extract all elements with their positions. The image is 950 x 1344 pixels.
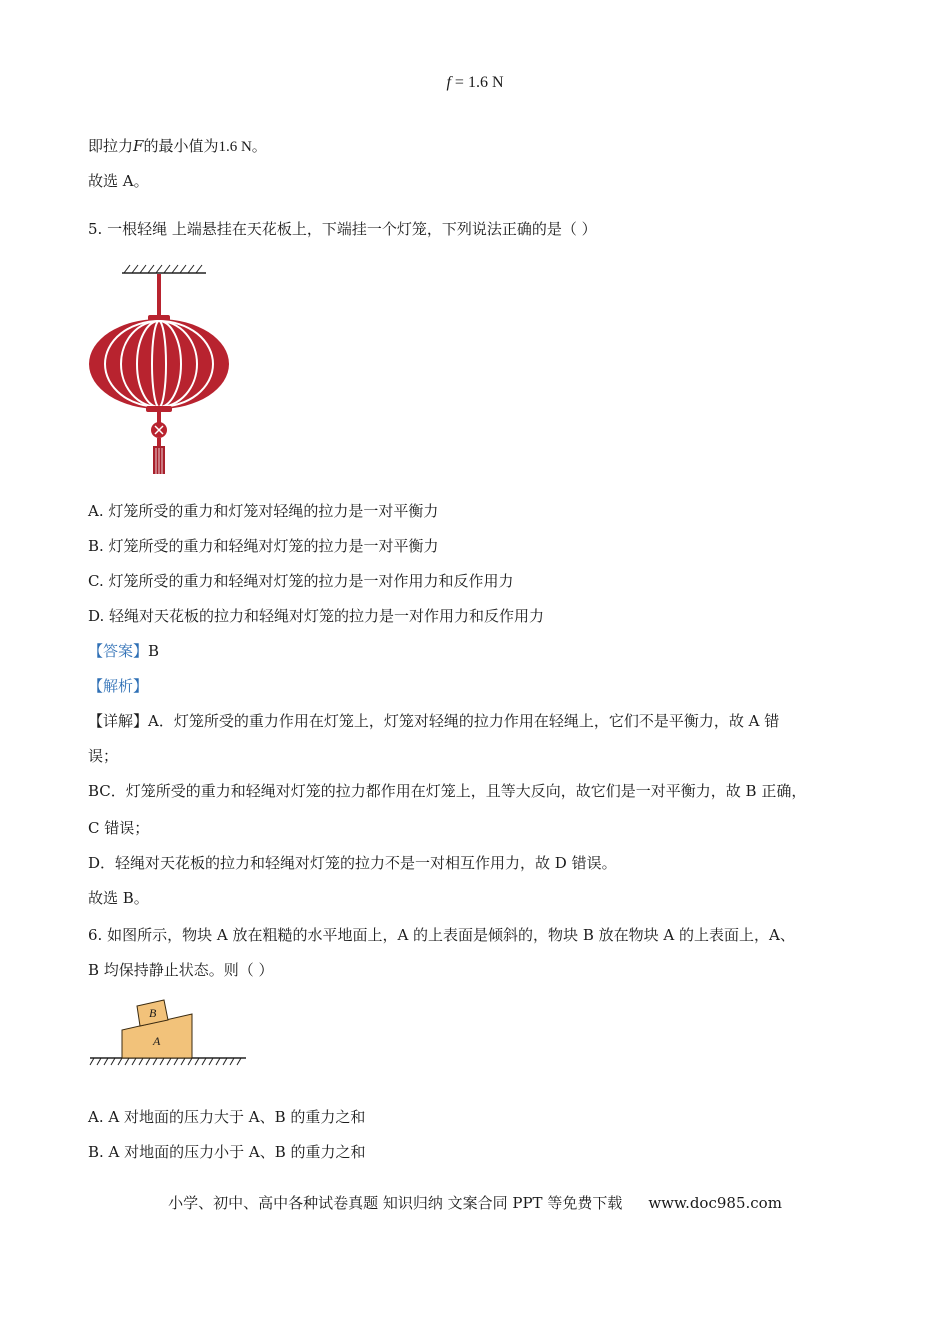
min-pull-text-a: 即拉力 bbox=[88, 137, 134, 155]
option-6a: A. A 对地面的压力大于 A、B 的重力之和 bbox=[88, 1108, 366, 1126]
lantern-icon bbox=[89, 274, 229, 474]
min-pull-text-c: 。 bbox=[251, 137, 267, 155]
analysis-tag: 【解析】 bbox=[88, 677, 149, 695]
question-6-line-2: B 均保持静止状态。则（ ） bbox=[88, 961, 274, 979]
formula-eq: = bbox=[450, 74, 468, 91]
block-a-label: A bbox=[153, 1034, 161, 1048]
question-5: 5. 一根轻绳 上端悬挂在天花板上，下端挂一个灯笼，下列说法正确的是（ ） bbox=[88, 220, 597, 238]
detail-line-4: C 错误； bbox=[88, 819, 150, 837]
footer-url[interactable]: www.doc985.com bbox=[648, 1194, 782, 1212]
min-pull-line bbox=[88, 136, 267, 157]
choose-b-line: 故选 B。 bbox=[88, 889, 149, 907]
answer-tag: 【答案】 bbox=[88, 642, 149, 660]
footer-text: 小学、初中、高中各种试卷真题 知识归纳 文案合同 PPT 等免费下载 bbox=[168, 1194, 623, 1212]
question-6-line-1: 6. 如图所示，物块 A 放在粗糙的水平地面上，A 的上表面是倾斜的，物块 B 放在物块 A 的上表面上，A、 bbox=[88, 926, 795, 944]
answer-value: B bbox=[148, 642, 160, 660]
option-6b: B. A 对地面的压力小于 A、B 的重力之和 bbox=[88, 1143, 366, 1161]
option-5b: B. 灯笼所受的重力和轻绳对灯笼的拉力是一对平衡力 bbox=[88, 537, 439, 555]
option-5a: A. 灯笼所受的重力和灯笼对轻绳的拉力是一对平衡力 bbox=[88, 502, 439, 520]
min-pull-text-b: 的最小值为 bbox=[143, 137, 219, 155]
detail-line-2: 误； bbox=[88, 747, 119, 765]
answer-line bbox=[88, 641, 159, 661]
formula-rhs: 1.6 N bbox=[467, 74, 504, 91]
page-footer bbox=[0, 1192, 950, 1213]
min-pull-var: F bbox=[133, 137, 144, 155]
formula-lhs: f bbox=[446, 74, 451, 91]
ceiling-hatch-icon bbox=[122, 265, 206, 273]
formula-f-equals bbox=[0, 74, 950, 92]
ground-hatch-icon bbox=[90, 1058, 246, 1065]
lantern-figure bbox=[86, 260, 236, 478]
min-pull-value: 1.6 N bbox=[218, 139, 252, 155]
detail-line-1: 【详解】A．灯笼所受的重力作用在灯笼上，灯笼对轻绳的拉力作用在轻绳上，它们不是平衡力，故 A 错 bbox=[88, 712, 780, 730]
detail-line-5: D．轻绳对天花板的拉力和轻绳对灯笼的拉力不是一对相互作用力，故 D 错误。 bbox=[88, 854, 617, 872]
choose-a-line: 故选 A。 bbox=[88, 172, 149, 190]
detail-line-3: BC．灯笼所受的重力和轻绳对灯笼的拉力都作用在灯笼上，且等大反向，故它们是一对平衡力，故 B 正确， bbox=[88, 782, 807, 800]
block-b-label: B bbox=[149, 1006, 157, 1020]
option-5c: C. 灯笼所受的重力和轻绳对灯笼的拉力是一对作用力和反作用力 bbox=[88, 572, 514, 590]
blocks-figure bbox=[88, 994, 248, 1070]
option-5d: D. 轻绳对天花板的拉力和轻绳对灯笼的拉力是一对作用力和反作用力 bbox=[88, 607, 545, 625]
